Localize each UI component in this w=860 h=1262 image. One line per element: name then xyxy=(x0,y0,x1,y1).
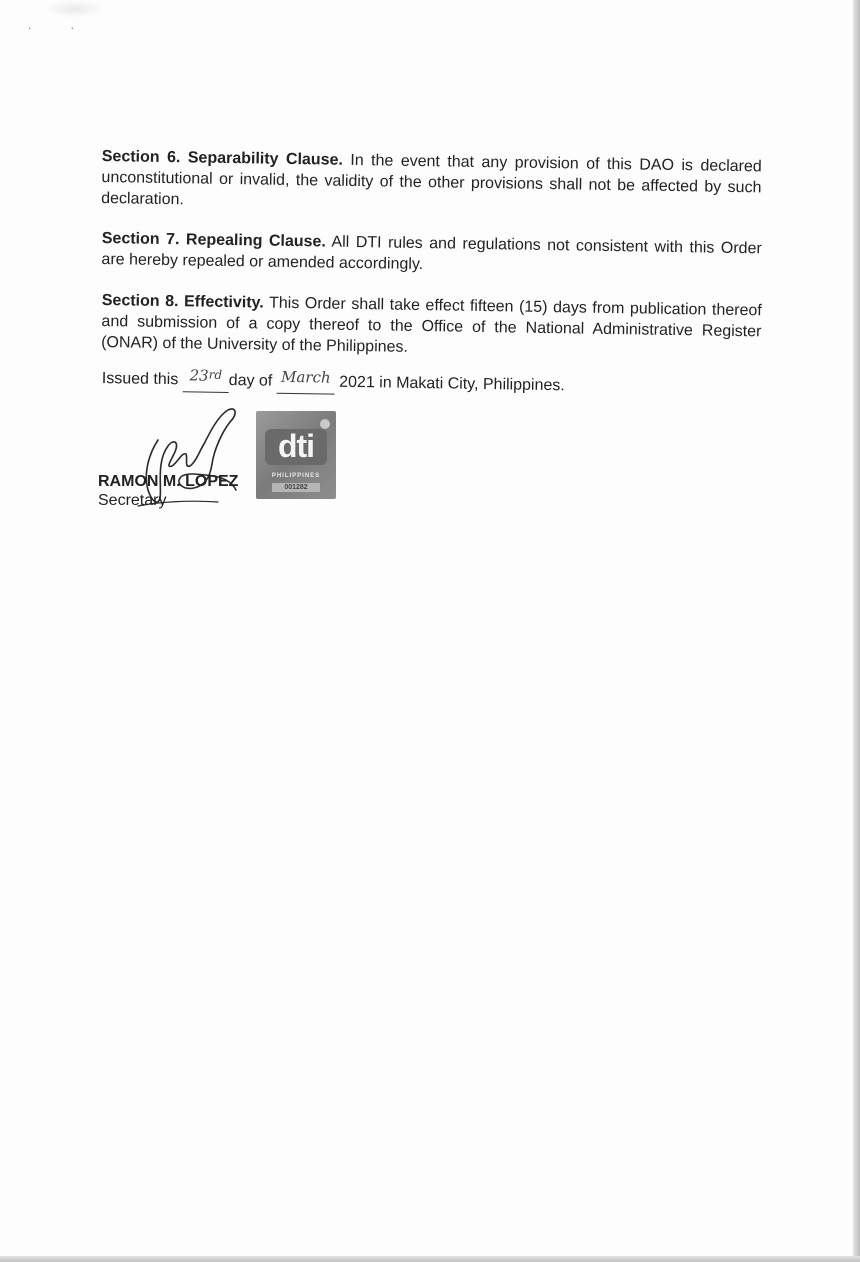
signatory-name: RAMON M. LOPEZ xyxy=(98,473,239,490)
issued-day-suffix: rd xyxy=(208,367,223,382)
issued-suffix: 2021 in Makati City, Philippines. xyxy=(334,373,565,395)
section-8-heading: Section 8. Effectivity. xyxy=(101,291,264,312)
section-7-text: All DTI rules and regulations not consistent with this Order are hereby repealed or amended accordingly. xyxy=(101,233,762,274)
section-8 xyxy=(101,290,762,363)
issued-day-blank xyxy=(183,368,229,393)
section-8-paragraph xyxy=(101,290,762,363)
issued-prefix: Issued this xyxy=(101,369,183,389)
seal-circle-icon xyxy=(320,419,330,429)
signatory-title: Secretary xyxy=(98,492,167,509)
issued-month-blank xyxy=(277,367,335,395)
scan-smudge xyxy=(45,0,105,18)
section-6-heading: Section 6. Separability Clause. xyxy=(101,147,344,169)
page-edge-right xyxy=(853,0,860,1262)
section-6-text: In the event that any provision of this DAO is declared unconstitutional or invalid, the validity of the other provisions shall not be affected by such declaration. xyxy=(101,151,762,209)
section-6-paragraph xyxy=(101,146,762,219)
issued-month-value: March xyxy=(280,367,331,387)
scan-dots: . . xyxy=(28,18,93,32)
section-6 xyxy=(101,146,762,219)
section-7 xyxy=(101,228,762,280)
page-edge-bottom xyxy=(0,1256,860,1262)
section-8-text: This Order shall take effect fifteen (15) days from publication thereof and submission of a copy thereof to the Office of the National Administrative Register (ONAR) of the University of the Philippines. xyxy=(101,294,762,356)
issued-line xyxy=(102,367,622,399)
section-7-paragraph xyxy=(101,228,762,280)
seal-logo: dti xyxy=(265,429,327,465)
issued-middle: day of xyxy=(228,371,277,390)
seal-code: 001282 xyxy=(272,483,320,492)
issued-day-value: 23 xyxy=(189,366,209,385)
dti-seal-icon xyxy=(256,411,336,499)
section-7-heading: Section 7. Repealing Clause. xyxy=(101,229,326,251)
seal-country: PHILIPPINES xyxy=(271,473,321,479)
